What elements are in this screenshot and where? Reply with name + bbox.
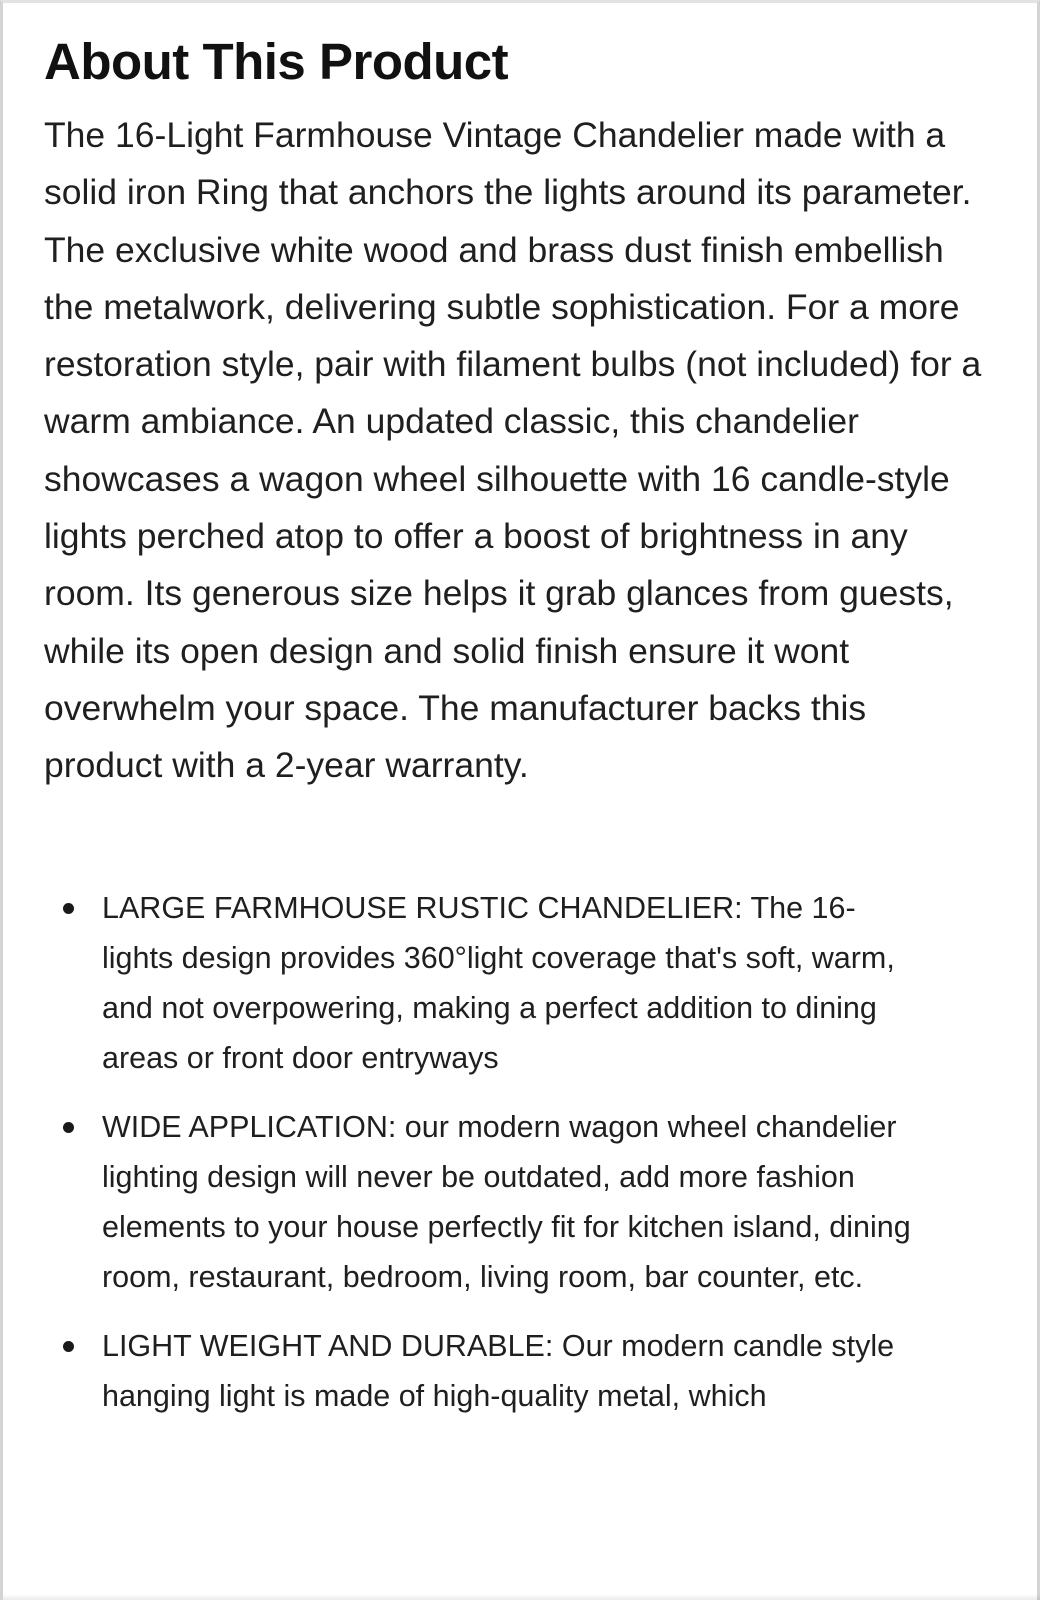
product-description: The 16-Light Farmhouse Vintage Chandelier made with a solid iron Ring that anchors the lights around its parameter. The exclusive white wood and brass dust finish embellish the metalwork, delivering subtle sophistication. For a more restoration style, pair with filament bulbs (not included) for a warm ambiance. An updated classic, this chandelier showcases a wagon wheel silhouette with 16 candle-style lights perched atop to offer a boost of brightness in any room. Its generous size helps it grab glances from guests, while its open design and solid finish ensure it wont overwhelm your space. The manufacturer backs this product with a 2-year warranty. [44, 115, 982, 786]
scroll-edge [3, 1594, 1040, 1600]
bullet-icon [63, 1341, 74, 1352]
feature-text: LARGE FARMHOUSE RUSTIC CHANDELIER: The 16-lights design provides 360°light coverage that's soft, warm, and not overpowering, making a perfect addition to dining areas or front door entryways [102, 890, 895, 1075]
feature-list [44, 883, 994, 1421]
feature-text: LIGHT WEIGHT AND DURABLE: Our modern candle style hanging light is made of high-quality metal, which [102, 1328, 895, 1413]
list-item [44, 1321, 922, 1421]
list-item [44, 1102, 922, 1302]
feature-text: WIDE APPLICATION: our modern wagon wheel chandelier lighting design will never be outdated, add more fashion elements to your house perfectly fit for kitchen island, dining room, restaurant, bedroom, living room, bar counter, etc. [102, 1109, 911, 1294]
about-product-section [44, 31, 994, 1440]
list-item [44, 883, 922, 1083]
section-title: About This Product [44, 33, 509, 90]
bullet-icon [63, 1122, 74, 1133]
bullet-icon [63, 903, 74, 914]
